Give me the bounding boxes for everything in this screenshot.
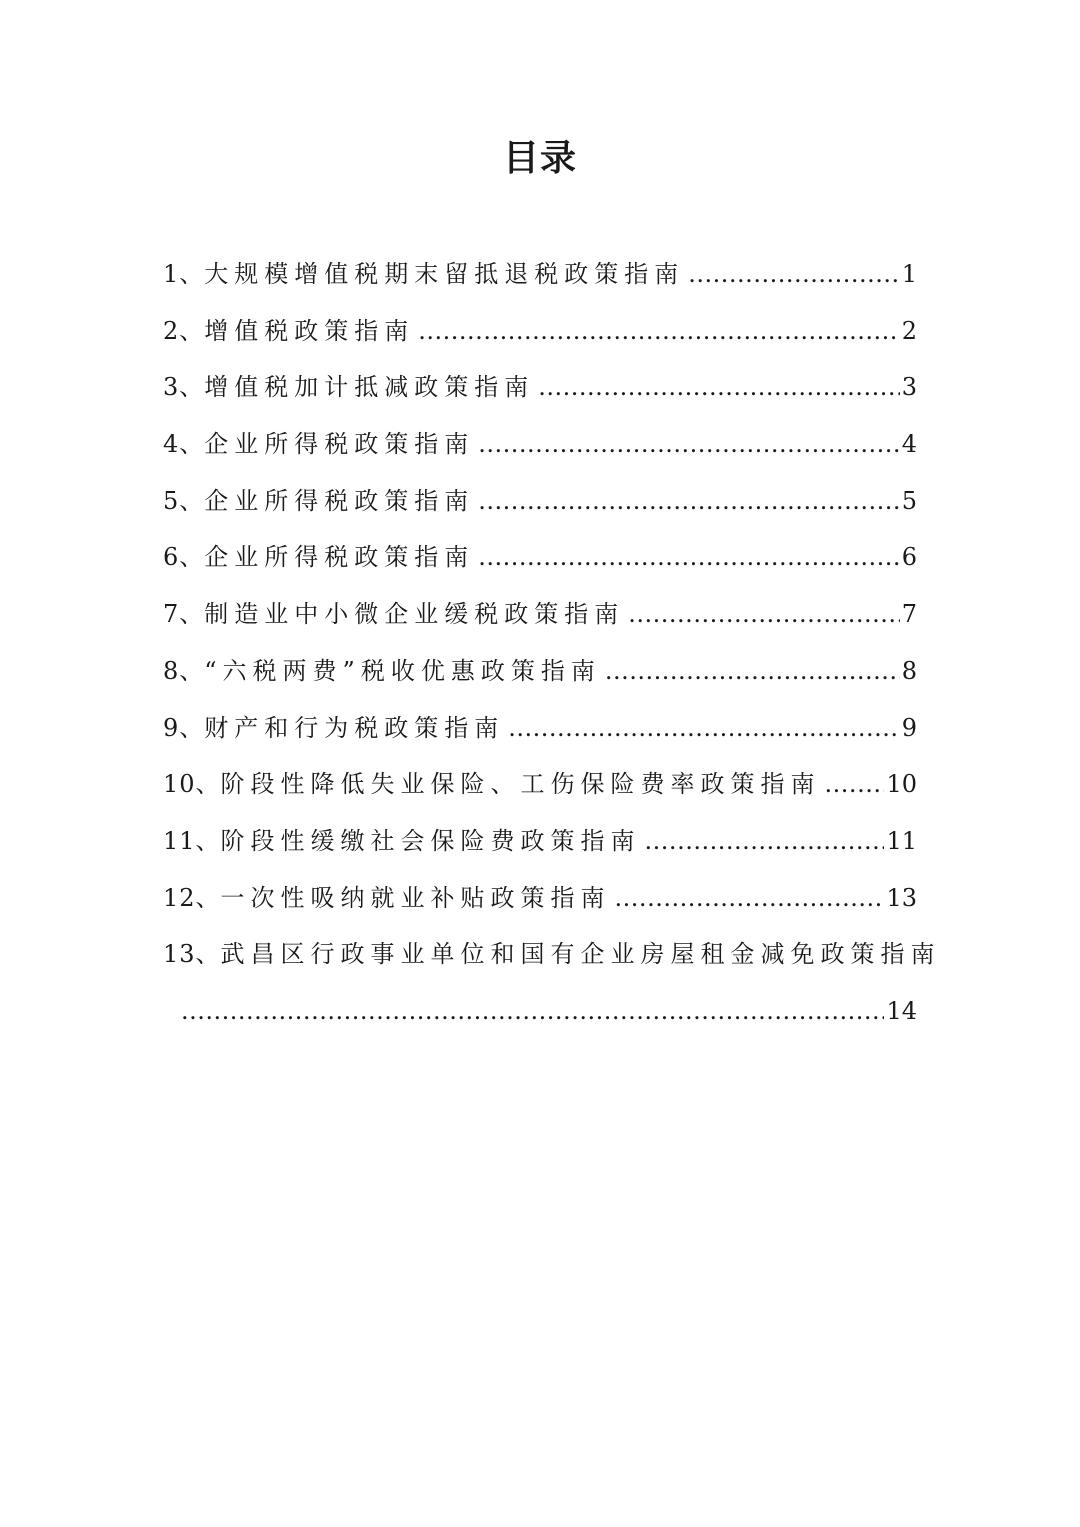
toc-entry-number: 11、 xyxy=(163,826,221,855)
toc-entry[interactable] xyxy=(163,594,917,651)
toc-entry-page: 1 xyxy=(901,260,917,288)
dot-leader xyxy=(688,254,899,294)
toc-entry-page: 9 xyxy=(901,713,917,742)
toc-entry-title: 企业所得税政策指南 xyxy=(204,486,475,515)
toc-entry[interactable] xyxy=(163,311,917,368)
toc-entry-number: 6、 xyxy=(163,543,205,572)
toc-entry[interactable] xyxy=(163,934,941,1047)
dot-leader xyxy=(478,424,899,464)
toc-entry-page: 10 xyxy=(886,770,917,799)
toc-entry-number: 9、 xyxy=(163,713,205,742)
toc-entry[interactable] xyxy=(163,821,917,878)
toc-entry-number: 8、 xyxy=(163,656,205,685)
dot-leader xyxy=(628,594,899,634)
toc-entry-number: 5、 xyxy=(163,486,205,515)
dot-leader xyxy=(418,311,899,351)
toc-entry[interactable] xyxy=(163,878,917,935)
toc-entry[interactable] xyxy=(163,254,917,311)
toc-entry[interactable] xyxy=(163,424,917,481)
toc-entry-title: 企业所得税政策指南 xyxy=(204,543,475,572)
toc-entry[interactable] xyxy=(163,764,917,821)
toc-entry-title: 财产和行为税政策指南 xyxy=(204,713,505,742)
dot-leader xyxy=(478,481,899,521)
toc-entry-page: 3 xyxy=(901,373,917,402)
toc-entry[interactable] xyxy=(163,708,917,765)
toc-entry-number: 12、 xyxy=(163,883,221,912)
toc-entry-number: 10、 xyxy=(163,770,221,799)
toc-entry-number: 7、 xyxy=(163,600,205,629)
toc-entry-page: 14 xyxy=(886,996,917,1025)
toc-entry-page: 5 xyxy=(901,486,917,515)
toc-entry-page: 8 xyxy=(901,656,917,685)
toc-entry-title: 一次性吸纳就业补贴政策指南 xyxy=(220,883,611,912)
toc-entry-page: 11 xyxy=(886,826,917,855)
toc-entry-title: 增值税加计抵减政策指南 xyxy=(204,373,535,402)
dot-leader xyxy=(508,708,899,748)
toc-entry-title: 大规模增值税期末留抵退税政策指南 xyxy=(204,260,685,288)
dot-leader xyxy=(538,367,899,407)
toc-entry-page: 2 xyxy=(901,316,917,345)
toc-entry-title: 阶段性降低失业保险、工伤保险费率政策指南 xyxy=(220,770,821,799)
toc-entry-title: 阶段性缓缴社会保险费政策指南 xyxy=(220,826,641,855)
toc-entry-number: 13、 xyxy=(163,940,221,969)
toc-entry-number: 4、 xyxy=(163,430,205,459)
toc-entry-title: 企业所得税政策指南 xyxy=(204,430,475,459)
dot-leader xyxy=(605,651,900,691)
toc-entry[interactable] xyxy=(163,537,917,594)
toc-entry-number: 1、 xyxy=(163,260,205,288)
table-of-contents xyxy=(163,254,941,1047)
toc-entry[interactable] xyxy=(163,481,917,538)
toc-entry-page: 13 xyxy=(886,883,917,912)
toc-entry[interactable] xyxy=(163,651,917,708)
toc-entry-page: 6 xyxy=(901,543,917,572)
toc-entry-title: 制造业中小微企业缓税政策指南 xyxy=(204,600,625,629)
toc-entry-number: 3、 xyxy=(163,373,205,402)
page-title: 目录 xyxy=(502,138,577,179)
toc-entry-number: 2、 xyxy=(163,316,205,345)
toc-entry-page: 4 xyxy=(901,430,917,459)
toc-entry-title: 武昌区行政事业单位和国有企业房屋租金减免政策指南 xyxy=(220,940,941,969)
dot-leader xyxy=(615,878,885,918)
toc-entry[interactable] xyxy=(163,367,917,424)
dot-leader xyxy=(825,764,885,804)
toc-entry-page: 7 xyxy=(901,600,917,629)
toc-entry-title: “六税两费”税收优惠政策指南 xyxy=(204,656,601,685)
dot-leader xyxy=(478,537,899,577)
dot-leader xyxy=(181,991,884,1031)
dot-leader xyxy=(645,821,885,861)
toc-entry-title: 增值税政策指南 xyxy=(204,316,415,345)
